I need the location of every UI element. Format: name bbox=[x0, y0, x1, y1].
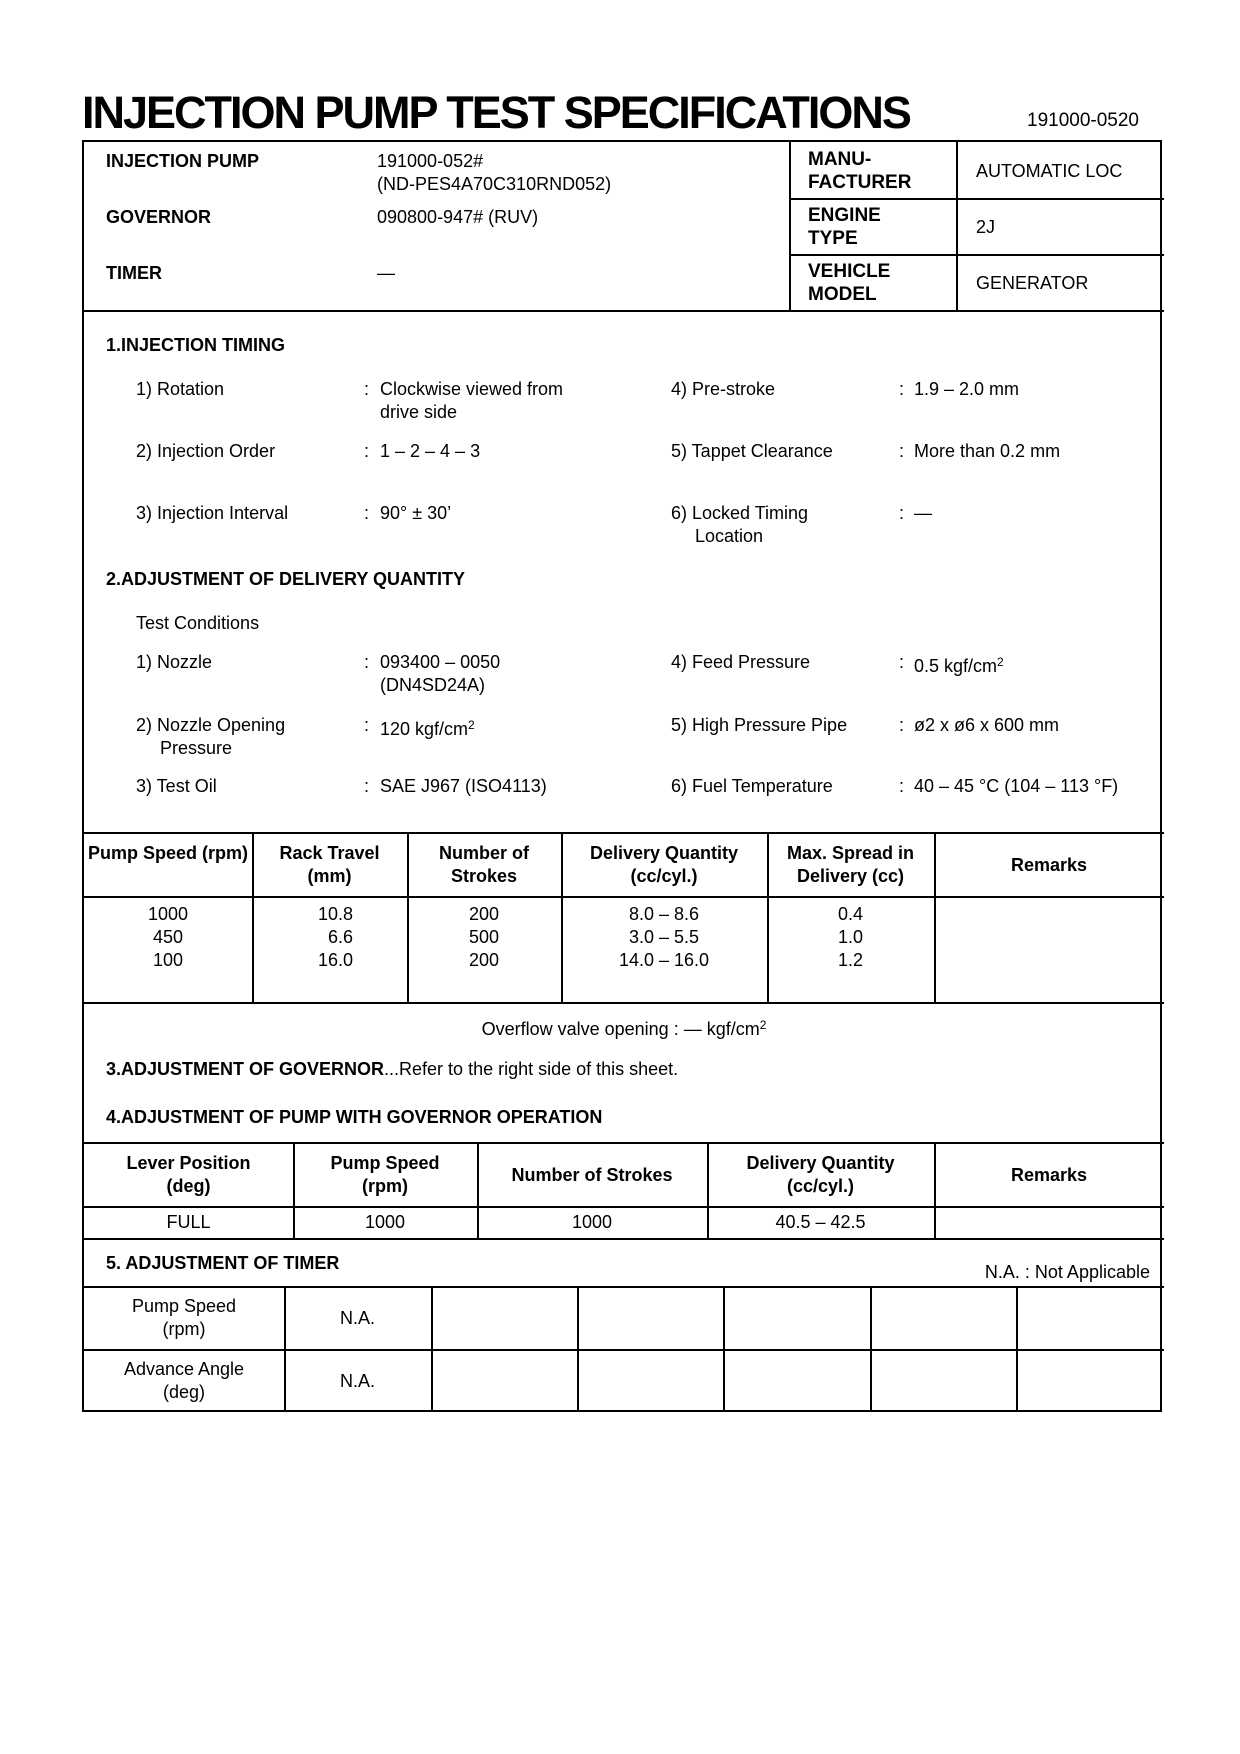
table-border bbox=[84, 1206, 1164, 1208]
col-header-spread-unit: Delivery (cc) bbox=[796, 866, 905, 886]
test-oil-value: SAE J967 (ISO4113) bbox=[380, 776, 547, 796]
tappet-clearance-value: More than 0.2 mm bbox=[914, 441, 1061, 461]
table-cell: 500 bbox=[468, 927, 500, 947]
info-divider bbox=[789, 142, 791, 310]
table-border bbox=[870, 1286, 872, 1412]
colon: : bbox=[364, 379, 370, 399]
colon: : bbox=[899, 441, 905, 461]
section-divider bbox=[84, 310, 1164, 312]
colon: : bbox=[899, 776, 905, 796]
colon: : bbox=[899, 715, 905, 735]
section1-heading: 1.INJECTION TIMING bbox=[106, 335, 286, 355]
tappet-clearance-label: 5) Tappet Clearance bbox=[671, 441, 833, 461]
timer-label: TIMER bbox=[106, 263, 162, 283]
table-cell: N.A. bbox=[339, 1371, 375, 1391]
timer-row-unit: (rpm) bbox=[162, 1319, 206, 1339]
info-divider bbox=[956, 142, 958, 310]
timer-row-label: Advance Angle bbox=[123, 1359, 245, 1379]
table-border bbox=[84, 832, 1164, 834]
injection-order-label: 2) Injection Order bbox=[136, 441, 276, 461]
table-border bbox=[84, 1142, 1164, 1144]
table-border bbox=[577, 1286, 579, 1412]
col-header-pump-speed: Pump Speed (rpm) bbox=[87, 843, 248, 863]
table-border bbox=[84, 896, 1164, 898]
colon: : bbox=[899, 379, 905, 399]
manufacturer-label: MANU- bbox=[808, 149, 872, 170]
col-header-strokes: Number of Strokes bbox=[511, 1165, 673, 1185]
timer-value: — bbox=[377, 263, 395, 283]
info-divider bbox=[789, 198, 1164, 200]
injection-interval-value: 90° ± 30’ bbox=[380, 503, 452, 523]
injection-interval-label: 3) Injection Interval bbox=[136, 503, 289, 523]
table-cell: 1000 bbox=[147, 904, 189, 924]
nozzle-value: 093400 – 0050 bbox=[380, 652, 501, 672]
spec-frame bbox=[82, 140, 1162, 1412]
document-number: 191000-0520 bbox=[1027, 110, 1139, 131]
colon: : bbox=[364, 776, 370, 796]
governor-value: 090800-947# (RUV) bbox=[377, 207, 539, 227]
timer-row-label: Pump Speed bbox=[131, 1296, 237, 1316]
col-header-lever-unit: (deg) bbox=[166, 1176, 211, 1196]
table-cell: FULL bbox=[166, 1212, 211, 1232]
table-cell: 1.2 bbox=[837, 950, 864, 970]
injection-pump-label: INJECTION PUMP bbox=[106, 151, 260, 171]
table-border bbox=[84, 1286, 1164, 1288]
test-oil-label: 3) Test Oil bbox=[136, 776, 217, 796]
section4-heading: 4.ADJUSTMENT OF PUMP WITH GOVERNOR OPERATION bbox=[106, 1107, 603, 1127]
info-divider bbox=[789, 254, 1164, 256]
governor-label: GOVERNOR bbox=[106, 207, 212, 227]
pre-stroke-label: 4) Pre-stroke bbox=[671, 379, 776, 399]
table-border bbox=[934, 1142, 936, 1238]
col-header-pump-speed: Pump Speed bbox=[330, 1153, 440, 1173]
locked-timing-label-2: Location bbox=[695, 526, 764, 546]
table-cell: 3.0 – 5.5 bbox=[628, 927, 700, 947]
vehicle-model-value: GENERATOR bbox=[976, 273, 1089, 293]
table-cell: 1.0 bbox=[837, 927, 864, 947]
page-title: INJECTION PUMP TEST SPECIFICATIONS bbox=[82, 87, 910, 138]
engine-type-label-2: TYPE bbox=[808, 228, 858, 249]
col-header-strokes: Number of bbox=[439, 843, 529, 863]
colon: : bbox=[364, 441, 370, 461]
table-cell: 1000 bbox=[364, 1212, 406, 1232]
overflow-valve-note: Overflow valve opening : — kgf/$cm^2$ bbox=[481, 1018, 767, 1039]
table-cell: 1000 bbox=[571, 1212, 613, 1232]
rotation-value-2: drive side bbox=[380, 402, 458, 422]
col-header-delivery-unit: (cc/cyl.) bbox=[786, 1176, 855, 1196]
injection-pump-model: (ND-PES4A70C310RND052) bbox=[377, 174, 612, 194]
locked-timing-label: 6) Locked Timing bbox=[671, 503, 809, 523]
col-header-delivery-unit: (cc/cyl.) bbox=[630, 866, 698, 886]
table-cell: 200 bbox=[468, 950, 500, 970]
feed-pressure-label: 4) Feed Pressure bbox=[671, 652, 811, 672]
table-border bbox=[1016, 1286, 1018, 1412]
colon: : bbox=[364, 715, 370, 735]
nozzle-opening-label-2: Pressure bbox=[160, 738, 233, 758]
col-header-strokes-2: Strokes bbox=[450, 866, 518, 886]
feed-pressure-value: 0.5 kgf/$cm^2$ bbox=[914, 655, 1004, 676]
table-border bbox=[284, 1286, 286, 1412]
table-cell: 8.0 – 8.6 bbox=[628, 904, 700, 924]
engine-type-label: ENGINE bbox=[808, 205, 881, 226]
table-cell: 450 bbox=[152, 927, 184, 947]
fuel-temp-value: 40 – 45 °C (104 – 113 °F) bbox=[914, 776, 1119, 796]
injection-pump-value: 191000-052# bbox=[377, 151, 484, 171]
locked-timing-value: — bbox=[914, 503, 932, 523]
timer-row-unit: (deg) bbox=[162, 1382, 206, 1402]
section3-heading: 3.ADJUSTMENT OF GOVERNOR...Refer to the right side of this sheet. bbox=[106, 1059, 679, 1079]
rotation-value: Clockwise viewed from bbox=[380, 379, 564, 399]
col-header-rack-travel: Rack Travel bbox=[279, 843, 380, 863]
table-cell: 10.8 bbox=[317, 904, 353, 924]
hp-pipe-value: ø2 x ø6 x 600 mm bbox=[914, 715, 1060, 735]
colon: : bbox=[364, 503, 370, 523]
fuel-temp-label: 6) Fuel Temperature bbox=[671, 776, 833, 796]
manufacturer-value: AUTOMATIC LOC bbox=[976, 161, 1123, 181]
table-cell: 16.0 bbox=[317, 950, 353, 970]
colon: : bbox=[364, 652, 370, 672]
table-cell: 100 bbox=[152, 950, 184, 970]
manufacturer-label-2: FACTURER bbox=[808, 172, 912, 193]
not-applicable-note: N.A. : Not Applicable bbox=[984, 1262, 1150, 1282]
col-header-pump-speed-unit: (rpm) bbox=[362, 1176, 408, 1196]
nozzle-value-2: (DN4SD24A) bbox=[380, 675, 486, 695]
table-border bbox=[84, 1349, 1164, 1351]
hp-pipe-label: 5) High Pressure Pipe bbox=[671, 715, 848, 735]
col-header-remarks: Remarks bbox=[1010, 855, 1088, 875]
table-border bbox=[84, 1238, 1164, 1240]
table-border bbox=[84, 1002, 1164, 1004]
nozzle-label: 1) Nozzle bbox=[136, 652, 213, 672]
table-cell: 6.6 bbox=[327, 927, 353, 947]
test-conditions-label: Test Conditions bbox=[136, 613, 260, 633]
colon: : bbox=[899, 503, 905, 523]
col-header-delivery: Delivery Quantity bbox=[746, 1153, 895, 1173]
section2-heading: 2.ADJUSTMENT OF DELIVERY QUANTITY bbox=[106, 569, 466, 589]
col-header-delivery: Delivery Quantity bbox=[589, 843, 739, 863]
vehicle-model-label: VEHICLE bbox=[808, 261, 891, 282]
col-header-spread: Max. Spread in bbox=[786, 843, 915, 863]
injection-order-value: 1 – 2 – 4 – 3 bbox=[380, 441, 481, 461]
col-header-lever: Lever Position bbox=[126, 1153, 251, 1173]
col-header-remarks: Remarks bbox=[1010, 1165, 1088, 1185]
table-cell: 200 bbox=[468, 904, 500, 924]
section5-heading: 5. ADJUSTMENT OF TIMER bbox=[106, 1253, 340, 1273]
col-header-rack-travel-unit: (mm) bbox=[307, 866, 352, 886]
colon: : bbox=[899, 652, 905, 672]
table-cell: 14.0 – 16.0 bbox=[618, 950, 710, 970]
table-cell: 0.4 bbox=[837, 904, 864, 924]
nozzle-opening-label: 2) Nozzle Opening bbox=[136, 715, 286, 735]
nozzle-opening-value: 120 kgf/$cm^2$ bbox=[380, 718, 475, 739]
engine-type-value: 2J bbox=[976, 217, 996, 237]
rotation-label: 1) Rotation bbox=[136, 379, 225, 399]
table-cell: 40.5 – 42.5 bbox=[775, 1212, 866, 1232]
vehicle-model-label-2: MODEL bbox=[808, 284, 877, 305]
table-border bbox=[723, 1286, 725, 1412]
table-border bbox=[431, 1286, 433, 1412]
table-cell: N.A. bbox=[339, 1308, 375, 1328]
pre-stroke-value: 1.9 – 2.0 mm bbox=[914, 379, 1020, 399]
